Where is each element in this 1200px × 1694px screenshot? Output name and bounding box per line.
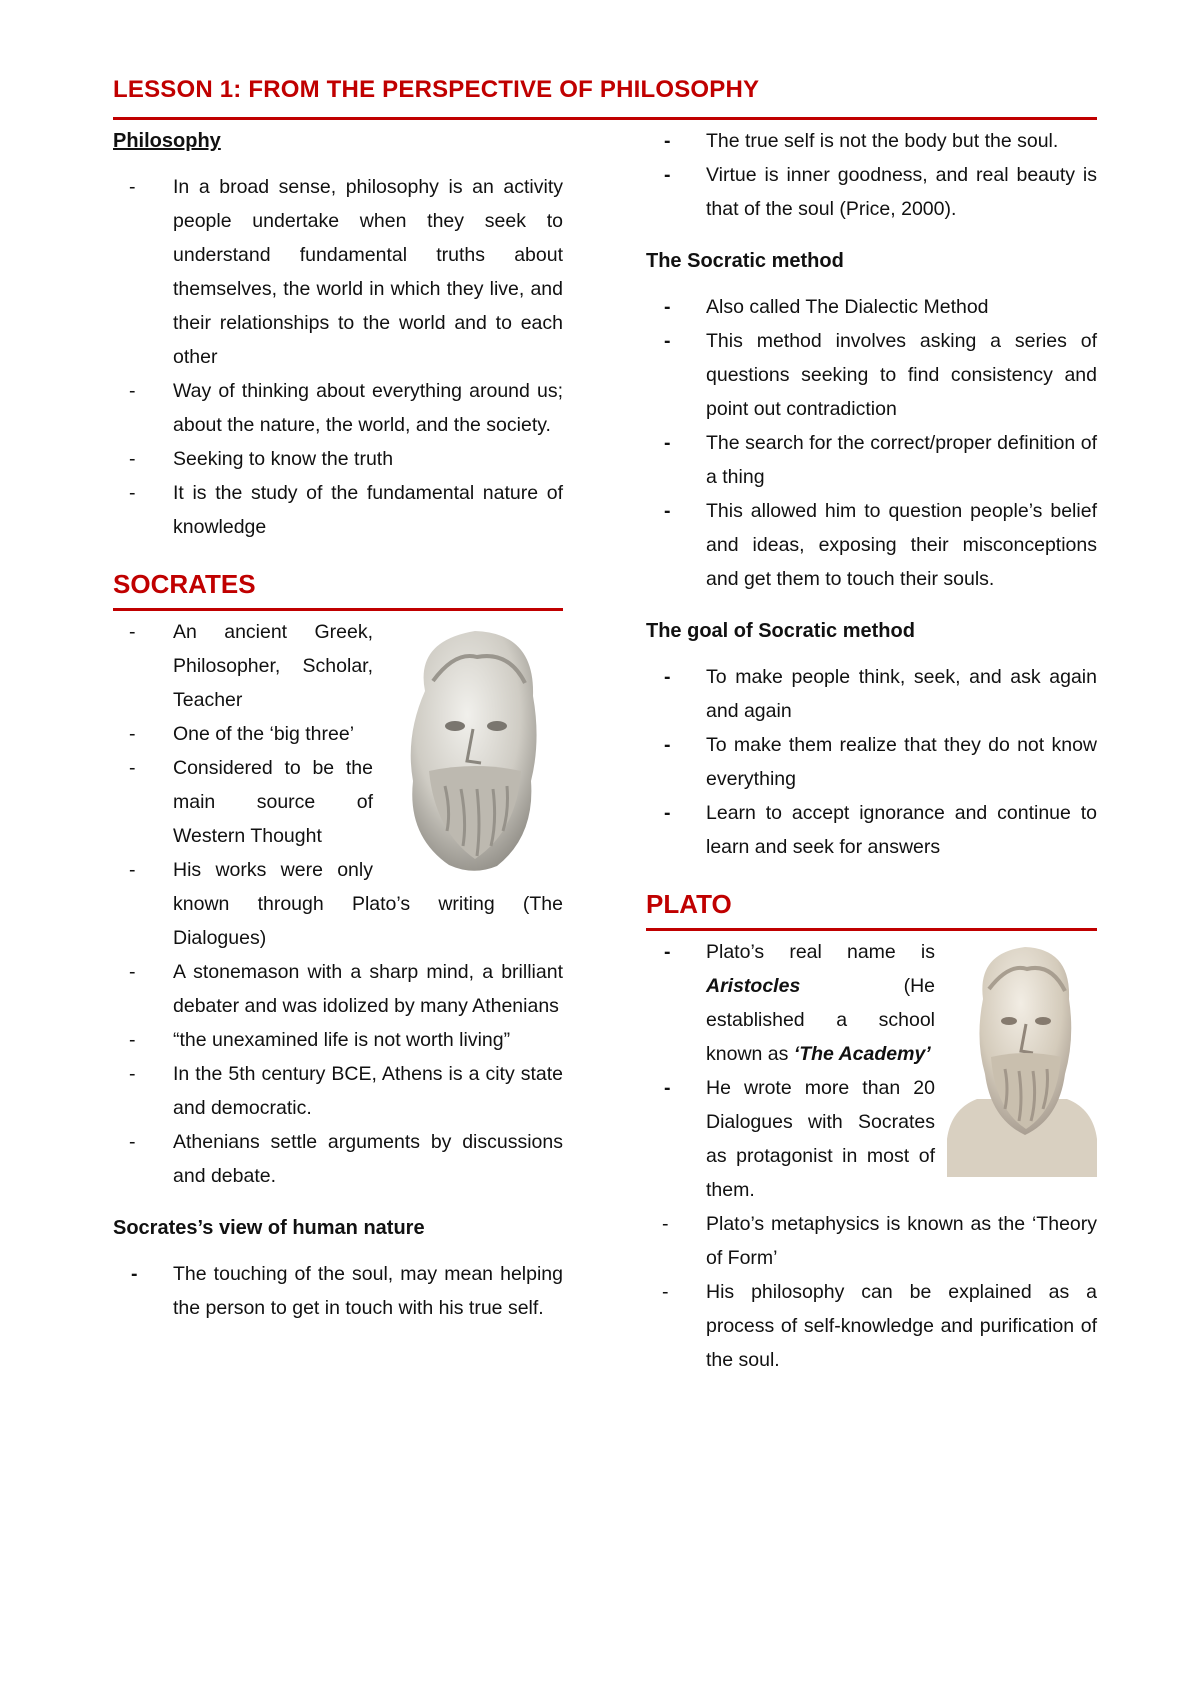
list-item: - Seeking to know the truth: [113, 442, 563, 476]
list-item: - Plato’s metaphysics is known as the ‘Theory of Form’: [646, 1207, 1097, 1275]
list-item: - The search for the correct/proper definition of a thing: [646, 426, 1097, 494]
list-item: [646, 935, 1097, 1071]
list-item: - Learn to accept ignorance and continue to learn and seek for answers: [646, 796, 1097, 864]
list-item: - Also called The Dialectic Method: [646, 290, 1097, 324]
socratic-goal-list: [646, 660, 1097, 864]
list-item: - To make people think, seek, and ask again and again: [646, 660, 1097, 728]
right-column: [646, 124, 1097, 1377]
plato-heading: PLATO: [646, 889, 732, 919]
plato-school-text: (He established a school known as: [706, 975, 935, 1065]
list-item: - His works were only known through Plato’s writing (The Dialogues): [113, 853, 563, 955]
list-item: - The touching of the soul, may mean helping the person to get in touch with his true self.: [113, 1257, 563, 1325]
page-title: LESSON 1: FROM THE PERSPECTIVE OF PHILOSOPHY: [113, 76, 760, 103]
list-item: - Virtue is inner goodness, and real beauty is that of the soul (Price, 2000).: [646, 158, 1097, 226]
socratic-goal-heading: The goal of Socratic method: [646, 620, 915, 642]
list-item: - One of the ‘big three’: [113, 717, 563, 751]
list-item: - Considered to be the main source of Western Thought: [113, 751, 563, 853]
title-rule: [113, 117, 1097, 120]
socrates-heading: SOCRATES: [113, 569, 256, 599]
list-item: - An ancient Greek, Philosopher, Scholar, Teacher: [113, 615, 563, 717]
list-item: - Athenians settle arguments by discussions and debate.: [113, 1125, 563, 1193]
academy-name: ‘The Academy’: [793, 1043, 931, 1065]
philosophy-heading: Philosophy: [113, 130, 221, 152]
human-nature-heading: Socrates’s view of human nature: [113, 1217, 425, 1239]
philosophy-list: [113, 170, 563, 544]
list-item: - His philosophy can be explained as a process of self-knowledge and purification of the soul.: [646, 1275, 1097, 1377]
human-nature-list: [113, 1257, 563, 1325]
aristocles-name: Aristocles: [706, 975, 801, 997]
plato-name-text: Plato’s real name is: [706, 941, 935, 963]
list-item: - He wrote more than 20 Dialogues with Socrates as protagonist in most of them.: [646, 1071, 1097, 1207]
list-item: - The true self is not the body but the soul.: [646, 124, 1097, 158]
list-item: - To make them realize that they do not know everything: [646, 728, 1097, 796]
plato-rule: [646, 928, 1097, 931]
list-item: - A stonemason with a sharp mind, a brilliant debater and was idolized by many Athenians: [113, 955, 563, 1023]
list-item: - “the unexamined life is not worth living”: [113, 1023, 563, 1057]
left-column: [113, 124, 563, 1325]
human-nature-list-continued: [646, 124, 1097, 226]
list-item: - This allowed him to question people’s belief and ideas, exposing their misconceptions and get them to touch their souls.: [646, 494, 1097, 596]
socratic-method-list: [646, 290, 1097, 596]
list-item: - This method involves asking a series of questions seeking to find consistency and point out contradiction: [646, 324, 1097, 426]
plato-list: [646, 935, 1097, 1207]
list-item: - In a broad sense, philosophy is an activity people undertake when they seek to understand fundamental truths about themselves, the world in which they live, and their relationships to the world and to each other: [113, 170, 563, 374]
socrates-rule: [113, 608, 563, 611]
list-item: - It is the study of the fundamental nature of knowledge: [113, 476, 563, 544]
list-item: - In the 5th century BCE, Athens is a city state and democratic.: [113, 1057, 563, 1125]
socratic-method-heading: The Socratic method: [646, 250, 844, 272]
socrates-list: [113, 615, 563, 1193]
plato-list-continued: [646, 1207, 1097, 1377]
list-item: - Way of thinking about everything around us; about the nature, the world, and the society.: [113, 374, 563, 442]
